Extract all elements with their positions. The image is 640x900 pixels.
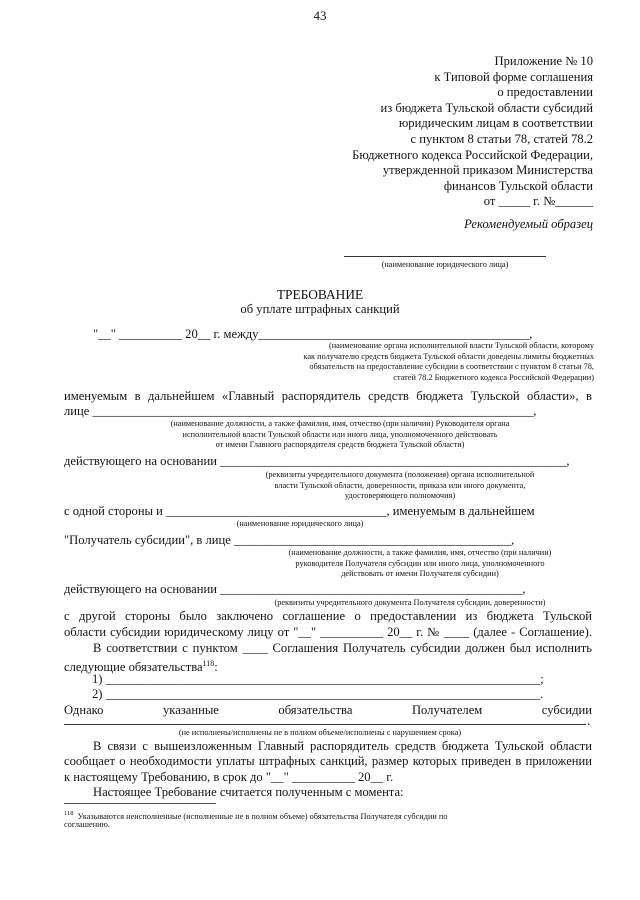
legal-entity-name-field [344, 256, 546, 257]
appendix-line: Приложение № 10 [494, 54, 593, 68]
appendix-line: к Типовой форме соглашения [434, 69, 593, 84]
appendix-line: финансов Тульской области [443, 178, 593, 193]
obligation-item-2: 2) _____________________________________________________________________. [92, 687, 544, 701]
footnote-line [64, 809, 592, 820]
connection-paragraph-line: В связи с вышеизложенным Главный распорядитель средств бюджета Тульской области [93, 739, 592, 753]
footnote-reference: 118 [202, 659, 215, 668]
acting-basis-line: действующего на основании _______________________________________________________, [64, 454, 570, 468]
executive-body-note [240, 341, 594, 383]
note-line: руководителя Получателя субсидии или иного лица, уполномоченного [295, 558, 545, 568]
acting-basis-note [230, 470, 570, 502]
acting-basis-line-2: действующего на основании ________________________________________________, [64, 582, 526, 596]
appendix-line: из бюджета Тульской области субсидий [380, 100, 593, 115]
named-line: именуемым в дальнейшем «Главный распорядитель средств бюджета Тульской области», в [64, 389, 592, 403]
person-line: лице ______________________________________________________________________, [64, 404, 537, 418]
footnote-separator [64, 803, 216, 804]
agreement-paragraph-line: с другой стороны было заключено соглашение о предоставлении из бюджета Тульской [64, 609, 592, 623]
appendix-line: утвержденной приказом Министерства [382, 163, 593, 178]
note-line: от имени Главного распорядителя средств бюджета Тульской области) [215, 440, 465, 449]
recipient-line: "Получатель субсидии", в лице ____________________________________________, [64, 533, 515, 547]
note-line: исполнительной власти Тульской области или иного лица, уполномоченного действовать [182, 429, 498, 439]
legal-entity-name-note-2: (наименование юридического лица) [236, 519, 364, 528]
note-line: власти Тульской области, доверенности, приказа или иного документа, [274, 480, 526, 490]
recipient-note [250, 548, 590, 580]
document-title: ТРЕБОВАНИЕ [276, 287, 364, 302]
page-number: 43 [313, 8, 327, 23]
obligation-item-1: 1) _____________________________________________________________________; [92, 672, 544, 686]
note-line: (наименование органа исполнительной власти Тульской области, которому [328, 341, 594, 350]
date-line: "__" __________ 20__ г. между___________________________________________, [93, 327, 533, 341]
footnote-mark: 118 [64, 810, 74, 817]
appendix-line: юридическим лицам в соответствии [398, 116, 593, 131]
footnote [64, 809, 592, 830]
however-rule-end: . [587, 714, 591, 728]
note-line: как получателю средств бюджета Тульской области доведены лимиты бюджетных [303, 351, 594, 361]
however-note: (не исполнены/исполнены не в полном объеме/исполнены с нарушением срока) [178, 728, 462, 737]
footnote-line: соглашению. [64, 819, 110, 829]
appendix-header [250, 54, 593, 210]
note-line: статей 78.2 Бюджетного кодекса Российской Федерации) [393, 372, 594, 382]
acting-basis-note-2: (реквизиты учредительного документа Получателя субсидии, доверенности) [274, 598, 546, 607]
appendix-line: с пунктом 8 статьи 78, статей 78.2 [410, 131, 593, 146]
received-line: Настоящее Требование считается полученным с момента: [93, 785, 404, 799]
note-line: (реквизиты учредительного документа (положения) органа исполнительной [265, 470, 535, 479]
appendix-line: Бюджетного кодекса Российской Федерации, [352, 147, 593, 162]
note-line: удостоверяющего полномочия) [344, 491, 456, 500]
accordance-text: следующие обязательства [64, 660, 203, 675]
connection-paragraph-line: к настоящему Требованию, в срок до "__" __________ 20__ г. [64, 770, 394, 784]
note-line: (наименование должности, а также фамилия, имя, отчество (при наличии) Руководителя органа [170, 419, 510, 428]
person-note [90, 419, 590, 451]
appendix-line: о предоставлении [497, 85, 593, 100]
connection-paragraph-line: сообщает о необходимости уплаты штрафных санкций, размер которых приведен в приложении [64, 754, 592, 768]
accordance-colon: : [214, 660, 218, 675]
however-fill-rule [64, 724, 586, 725]
accordance-paragraph-line: В соответствии с пунктом ____ Соглашения Получатель субсидии должен был исполнить [93, 641, 592, 655]
footnote-text: Указываются неисполненные (исполненные не в полном объеме) обязательства Получателя субсидии по [77, 811, 448, 821]
note-line: (наименование должности, а также фамилия, имя, отчество (при наличии) [288, 548, 552, 557]
note-line: действовать от имени Получателя субсидии) [341, 569, 499, 578]
legal-entity-name-note: (наименование юридического лица) [381, 260, 509, 269]
note-line: обязательств на предоставление субсидии в соответствии с пунктом 8 статьи 78, [309, 362, 594, 371]
appendix-date-number: от _____ г. №______ [483, 194, 593, 209]
document-subtitle: об уплате штрафных санкций [240, 302, 400, 316]
agreement-paragraph-line: области субсидии юридическому лицу от "__" __________ 20__ г. № ____ (далее - Соглашение). [64, 625, 592, 639]
one-side-line: с одной стороны и ___________________________________, именуемым в дальнейшем [64, 504, 535, 518]
however-line: Однако указанные обязательства Получателем субсидии [64, 703, 592, 717]
recommended-sample-label: Рекомендуемый образец [464, 217, 593, 231]
